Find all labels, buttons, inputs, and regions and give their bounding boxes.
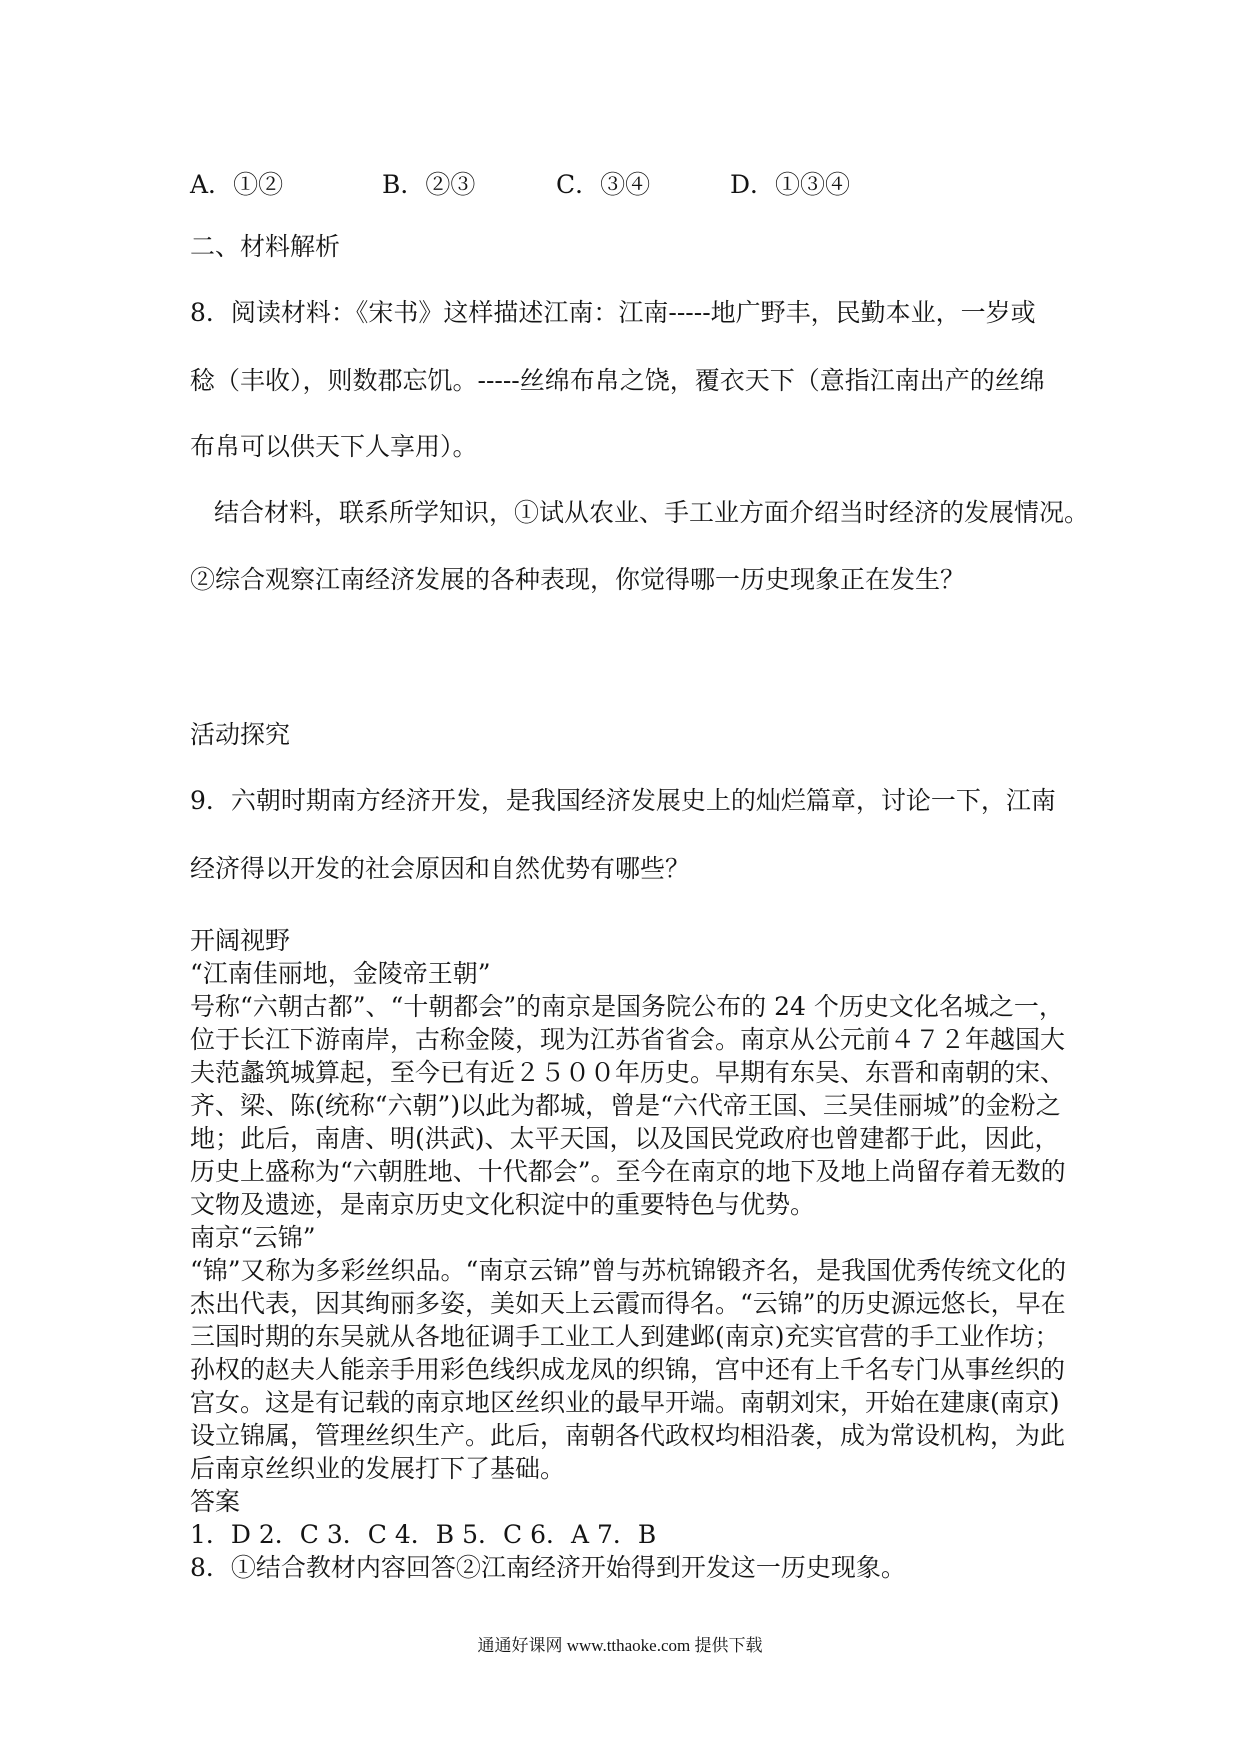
question-8-line-1: 8．阅读材料：《宋书》这样描述江南：江南-----地广野丰，民勤本业，一岁或 [190,298,1036,327]
reading-paragraph-line: 杰出代表，因其绚丽多姿，美如天上云霞而得名。“云锦”的历史源远悠长，早在 [190,1289,1066,1318]
reading-paragraph-line: 三国时期的东吴就从各地征调手工业工人到建邺(南京)充实官营的手工业作坊； [190,1322,1060,1351]
option-d [730,170,850,200]
reading-heading: 开阔视野 [190,926,291,955]
option-letter: A． [190,170,234,199]
reading-paragraph-line: 设立锦属，管理丝织生产。此后，南朝各代政权均相沿袭，成为常设机构，为此 [190,1421,1066,1450]
reading-paragraph-line: 后南京丝织业的发展打下了基础。 [190,1454,566,1483]
option-b [382,170,475,200]
reading-paragraph-line: 夫范蠡筑城算起，至今已有近２５００年历史。早期有东吴、东晋和南朝的宋、 [190,1058,1066,1087]
question-8-line-3: 布帛可以供天下人享用）。 [190,432,478,461]
reading-paragraph-line: 历史上盛称为“六朝胜地、十代都会”。至今在南京的地下及地上尚留存着无数的 [190,1157,1066,1186]
reading-subheading-yunjin: 南京“云锦” [190,1223,316,1252]
option-letter: D． [730,170,776,199]
option-value: ①③④ [775,170,851,199]
question-9-line-2: 经济得以开发的社会原因和自然优势有哪些？ [190,854,691,883]
option-value: ①② [233,170,284,199]
option-value: ③④ [600,170,651,199]
question-8-line-5: ②综合观察江南经济发展的各种表现，你觉得哪一历史现象正在发生？ [190,565,966,594]
question-8-line-2: 稔（丰收），则数郡忘饥。-----丝绵布帛之饶，覆衣天下（意指江南出产的丝绵 [190,366,1045,395]
section-title-activity: 活动探究 [190,720,291,749]
option-c [556,170,650,200]
answers-q8-line: 8．①结合教材内容回答②江南经济开始得到开发这一历史现象。 [190,1553,906,1582]
reading-subheading-jinling: “江南佳丽地，金陵帝王朝” [190,959,491,988]
option-value: ②③ [425,170,476,199]
option-letter: B． [382,170,426,199]
reading-paragraph-line: “锦”又称为多彩丝织品。“南京云锦”曾与苏杭锦锻齐名，是我国优秀传统文化的 [190,1256,1067,1285]
page-footer: 通通好课网 www.tthaoke.com 提供下载 [477,1636,763,1655]
reading-paragraph-line: 齐、梁、陈(统称“六朝”)以此为都城，曾是“六代帝王国、三吴佳丽城”的金粉之 [190,1091,1061,1120]
option-letter: C． [556,170,601,199]
reading-paragraph-line: 号称“六朝古都”、“十朝都会”的南京是国务院公布的 24 个历史文化名城之一， [190,992,1064,1021]
answers-choice-line: 1．D 2．C 3．C 4．B 5．C 6．A 7．B [190,1520,657,1549]
answers-heading: 答案 [190,1487,241,1516]
reading-paragraph-line: 位于长江下游南岸，古称金陵，现为江苏省省会。南京从公元前４７２年越国大 [190,1025,1066,1054]
reading-paragraph-line: 孙权的赵夫人能亲手用彩色线织成龙凤的织锦，宫中还有上千名专门从事丝织的 [190,1355,1066,1384]
section-title-material-analysis: 二、材料解析 [190,232,341,261]
question-8-line-4: 结合材料，联系所学知识，①试从农业、手工业方面介绍当时经济的发展情况。 [214,498,1090,527]
reading-paragraph-line: 宫女。这是有记载的南京地区丝织业的最早开端。南朝刘宋，开始在建康(南京) [190,1388,1060,1417]
option-a [190,170,283,200]
reading-paragraph-line: 文物及遗迹，是南京历史文化积淀中的重要特色与优势。 [190,1190,816,1219]
question-9-line-1: 9．六朝时期南方经济开发，是我国经济发展史上的灿烂篇章，讨论一下，江南 [190,786,1056,815]
reading-paragraph-line: 地；此后，南唐、明(洪武)、太平天国，以及国民党政府也曾建都于此，因此， [190,1124,1060,1153]
